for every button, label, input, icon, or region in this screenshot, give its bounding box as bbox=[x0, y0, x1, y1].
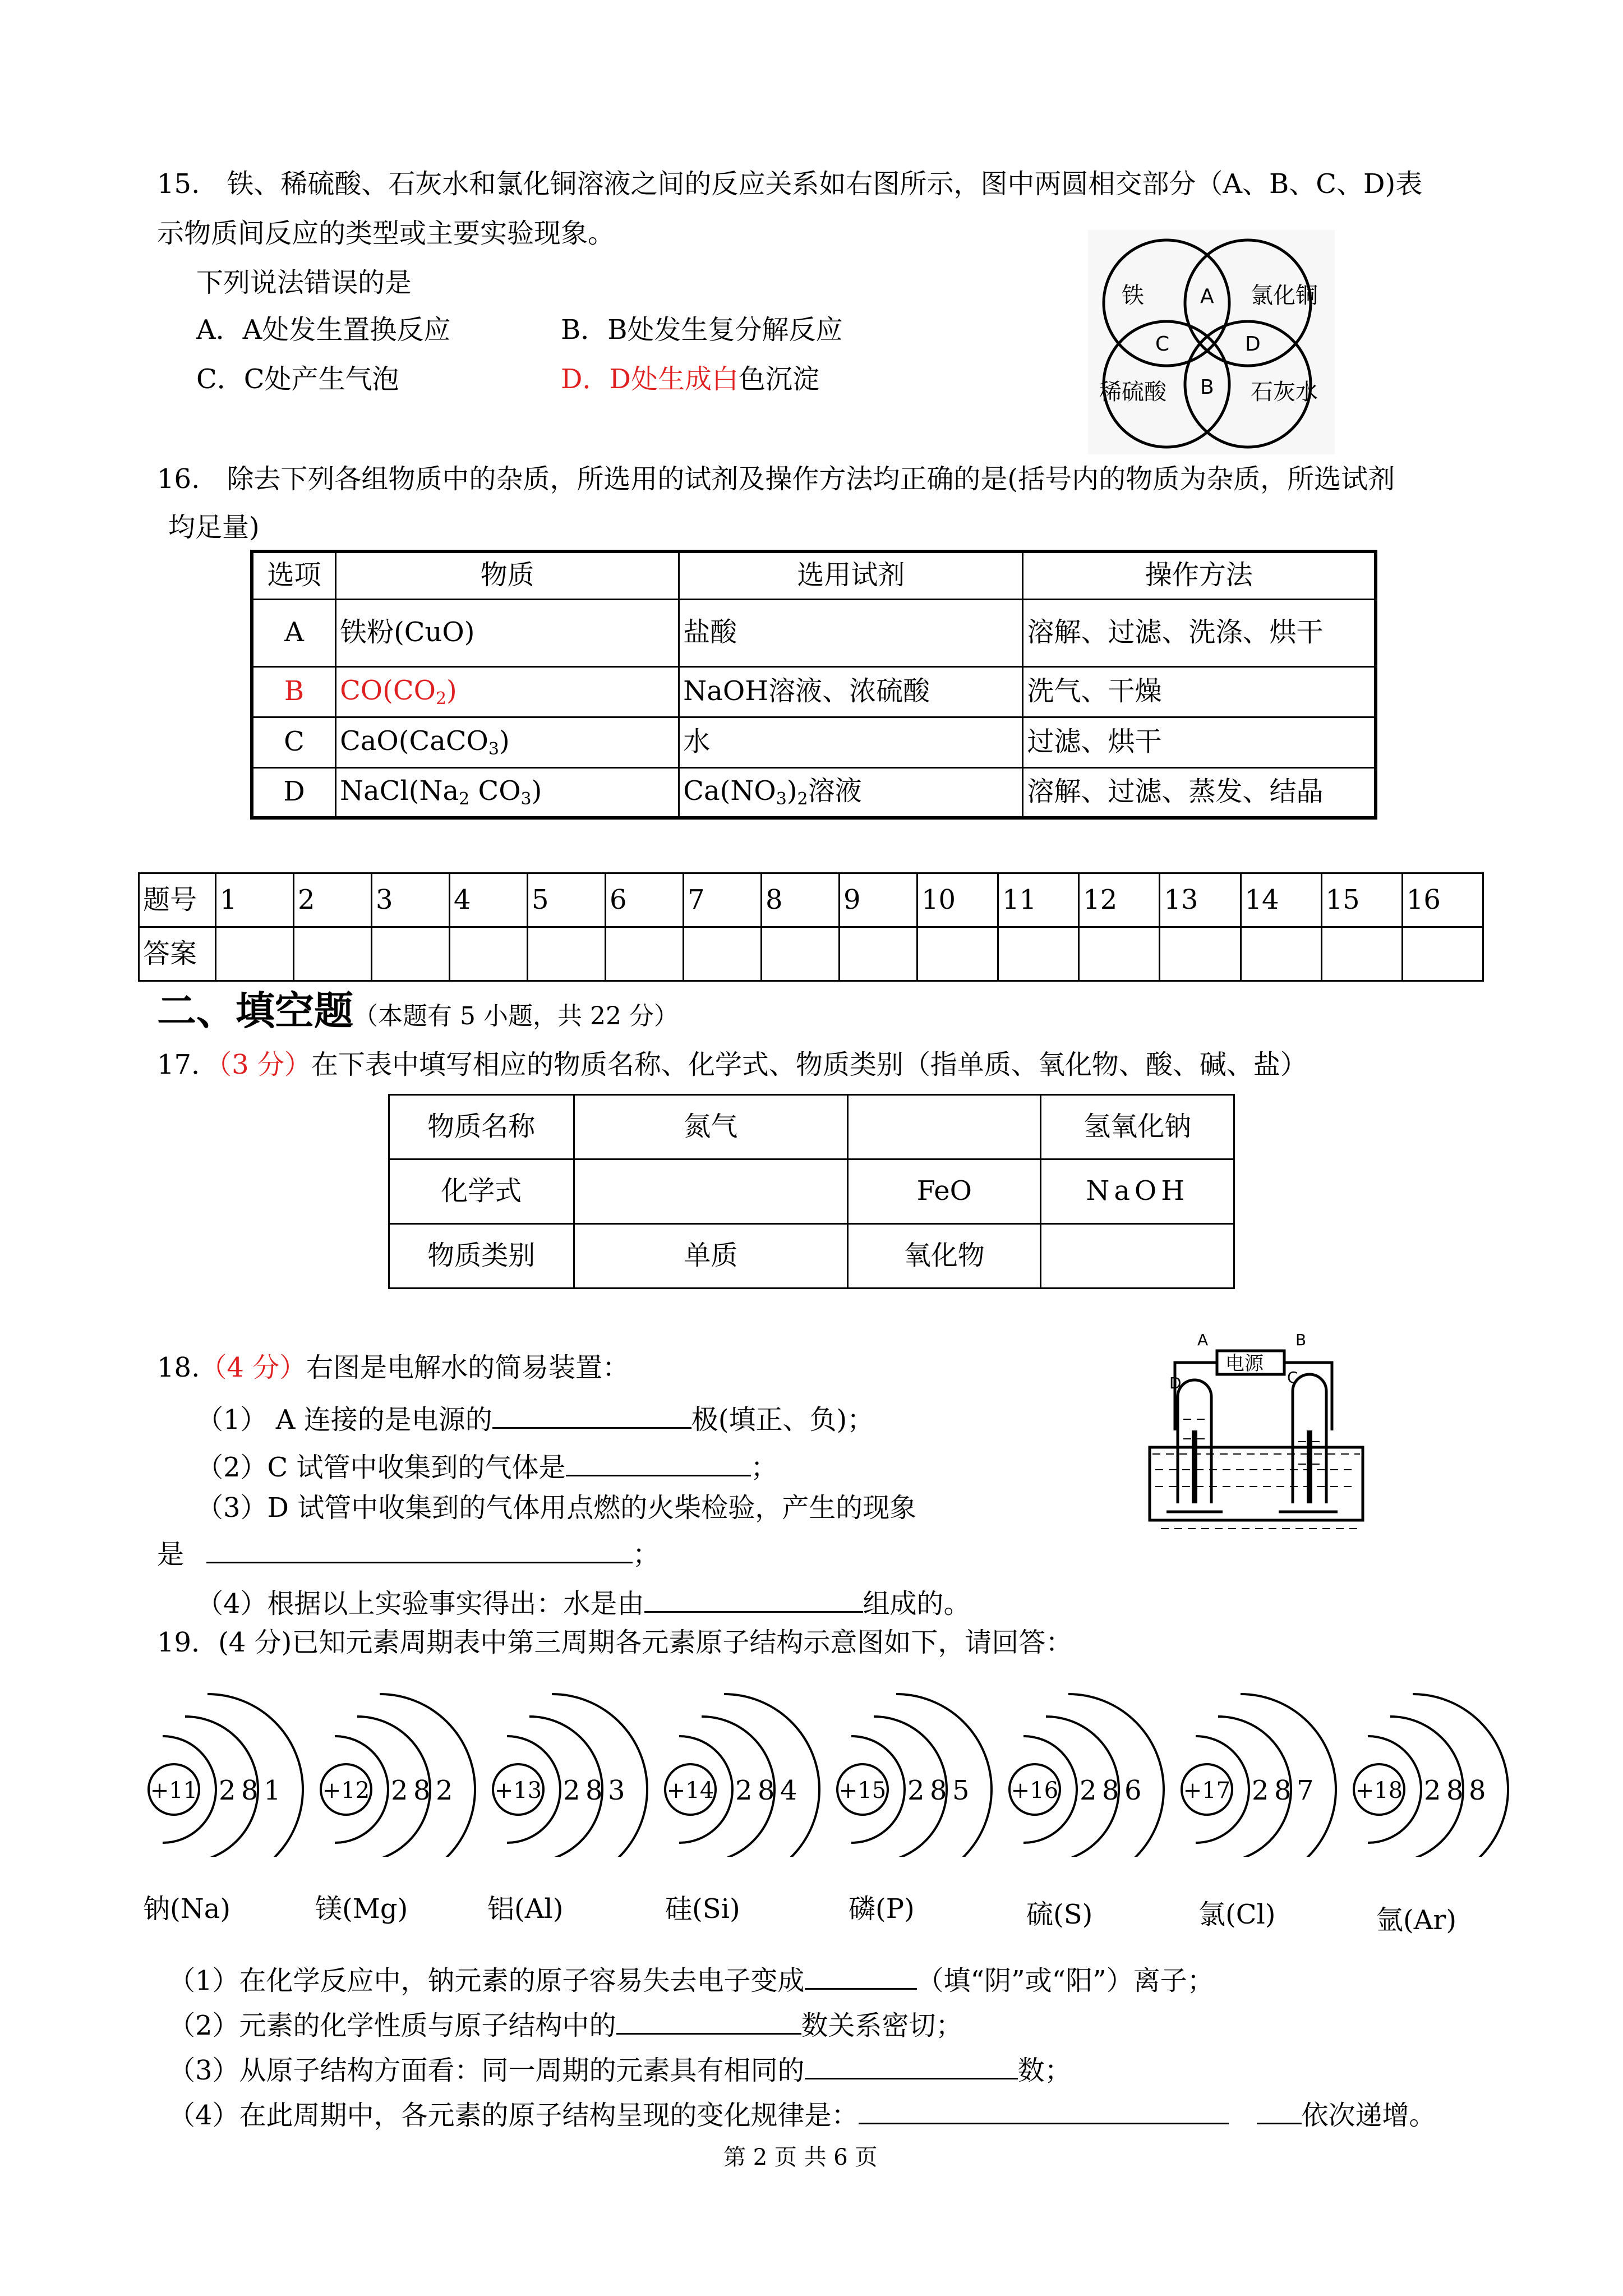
atom-name: 硅(Si) bbox=[665, 1893, 740, 1925]
q16-row-c-option: C bbox=[252, 717, 336, 767]
answer-grid-number-label: 题号 bbox=[139, 873, 216, 927]
q16-row-d-method: 溶解、过滤、蒸发、结晶 bbox=[1023, 767, 1376, 818]
q17-cell: FeO bbox=[848, 1159, 1041, 1224]
q18-sub1 bbox=[196, 1402, 874, 1437]
q15-line1: 15. 铁、稀硫酸、石灰水和氯化铜溶液之间的反应关系如右图所示，图中两圆相交部分（A、B、C、D)表 bbox=[157, 168, 1423, 200]
answer-grid-number: 10 bbox=[917, 873, 998, 927]
atom-diagram bbox=[490, 1688, 658, 1857]
q17-cell: 单质 bbox=[574, 1224, 848, 1289]
q15-prompt: 下列说法错误的是 bbox=[196, 267, 412, 298]
q16-row-c-method: 过滤、烘干 bbox=[1023, 717, 1376, 767]
q16-row-b-option: B bbox=[252, 666, 336, 717]
q19-sub1-tail: （填“阴”或“阳”）离子； bbox=[916, 1965, 1214, 1996]
q17-text: 在下表中填写相应的物质名称、化学式、物质类别（指单质、氧化物、酸、碱、盐） bbox=[311, 1049, 1307, 1080]
answer-grid-number: 12 bbox=[1079, 873, 1160, 927]
electron-count: 8 bbox=[413, 1775, 431, 1806]
atom-name: 镁(Mg) bbox=[315, 1893, 408, 1925]
electron-count: 3 bbox=[608, 1775, 625, 1806]
q18-sub4 bbox=[196, 1586, 971, 1621]
q19-blank-4b[interactable] bbox=[1257, 2098, 1302, 2124]
q17-cell: NaOH bbox=[1041, 1159, 1234, 1224]
q16-row-c-reagent: 水 bbox=[679, 717, 1023, 767]
atom-nucleus-charge: +16 bbox=[1011, 1778, 1059, 1803]
tube-label-d: D bbox=[1169, 1374, 1182, 1392]
electron-count: 2 bbox=[563, 1775, 580, 1806]
venn-label-sulfuric-acid: 稀硫酸 bbox=[1099, 379, 1166, 405]
page-footer: 第 2 页 共 6 页 bbox=[723, 2145, 878, 2170]
answer-grid-answer-cell[interactable] bbox=[1160, 927, 1241, 981]
electron-count: 7 bbox=[1297, 1775, 1314, 1806]
q16-row-c-substance bbox=[336, 717, 679, 767]
q19-blank-2[interactable] bbox=[616, 2008, 801, 2035]
q19-sub1 bbox=[168, 1963, 1214, 1998]
q18-sub2-tail: ； bbox=[750, 1452, 778, 1483]
atom-diagram bbox=[146, 1688, 314, 1857]
q16-row-a-reagent: 盐酸 bbox=[679, 599, 1023, 666]
electron-count: 8 bbox=[585, 1775, 603, 1806]
answer-grid bbox=[138, 872, 1484, 982]
atom-name: 钠(Na) bbox=[143, 1893, 231, 1925]
answer-grid-number: 7 bbox=[683, 873, 761, 927]
answer-grid-answer-cell[interactable] bbox=[605, 927, 683, 981]
q17-cell: 氧化物 bbox=[848, 1224, 1041, 1289]
electron-count: 2 bbox=[1080, 1775, 1097, 1806]
q16-row-a-option: A bbox=[252, 599, 336, 666]
q18-number: 18. bbox=[157, 1352, 200, 1383]
q16-line1: 16. 除去下列各组物质中的杂质，所选用的试剂及操作方法均正确的是(括号内的物质为杂质，所选试剂 bbox=[157, 463, 1395, 495]
electron-count: 8 bbox=[758, 1775, 775, 1806]
subscript: 3 bbox=[488, 739, 499, 759]
q18-blank-4[interactable] bbox=[644, 1586, 863, 1613]
q17-cell: 氢氧化钠 bbox=[1041, 1095, 1234, 1159]
electron-count: 1 bbox=[264, 1775, 281, 1806]
q16-row-d-reagent-part: 溶液 bbox=[808, 775, 862, 807]
q16-header-substance: 物质 bbox=[336, 551, 679, 599]
q16-row-d-substance bbox=[336, 767, 679, 818]
table-row bbox=[252, 767, 1376, 818]
q16-row-c-substance-part: CaO(CaCO bbox=[340, 725, 488, 757]
venn-region-b: B bbox=[1200, 376, 1214, 399]
q17-cell bbox=[1041, 1224, 1234, 1289]
electron-count: 8 bbox=[1469, 1775, 1486, 1806]
q17-cell: 物质名称 bbox=[389, 1095, 574, 1159]
q15-option-a: A．A处发生置换反应 bbox=[196, 314, 451, 346]
q19-sub2 bbox=[168, 2008, 963, 2042]
answer-grid-answer-cell[interactable] bbox=[215, 927, 293, 981]
q16-row-a-substance: 铁粉(CuO) bbox=[336, 599, 679, 666]
electron-count: 8 bbox=[930, 1775, 947, 1806]
venn-label-copper-chloride: 氯化铜 bbox=[1251, 283, 1318, 309]
electrode-label-b: B bbox=[1295, 1331, 1307, 1349]
q16-row-d-reagent-part: ) bbox=[786, 775, 797, 807]
q18-sub1-text: （1） A 连接的是电源的 bbox=[196, 1404, 492, 1435]
q16-row-d-reagent bbox=[679, 767, 1023, 818]
answer-grid-number: 16 bbox=[1402, 873, 1483, 927]
q17-cell: 化学式 bbox=[389, 1159, 574, 1224]
atom-nucleus-charge: +13 bbox=[494, 1778, 542, 1803]
q19-blank-4a[interactable] bbox=[859, 2098, 1229, 2124]
answer-grid-number: 6 bbox=[605, 873, 683, 927]
answer-grid-number: 15 bbox=[1321, 873, 1402, 927]
q19-sub3-tail: 数； bbox=[1017, 2055, 1072, 2086]
q16-row-c-substance-part: ) bbox=[499, 725, 510, 757]
q18-blank-3[interactable] bbox=[206, 1537, 633, 1563]
answer-grid-answer-cell[interactable] bbox=[371, 927, 449, 981]
electron-count: 2 bbox=[735, 1775, 753, 1806]
answer-grid-answer-cell[interactable] bbox=[1079, 927, 1160, 981]
electron-count: 2 bbox=[907, 1775, 925, 1806]
q19-sub3-text: （3）从原子结构方面看：同一周期的元素具有相同的 bbox=[168, 2055, 805, 2086]
electron-count: 8 bbox=[241, 1775, 259, 1806]
q18-prompt bbox=[157, 1352, 629, 1384]
answer-grid-answer-cell[interactable] bbox=[683, 927, 761, 981]
atom-diagram bbox=[1351, 1688, 1519, 1857]
section-title: 二、填空题 bbox=[157, 988, 353, 1034]
q16-row-d-reagent-part: Ca(NO bbox=[683, 775, 776, 807]
answer-grid-answer-cell[interactable] bbox=[761, 927, 839, 981]
subscript: 3 bbox=[520, 789, 532, 809]
venn-diagram bbox=[1088, 230, 1335, 454]
answer-grid-number: 4 bbox=[449, 873, 527, 927]
venn-region-d: D bbox=[1245, 333, 1261, 356]
subscript: 3 bbox=[776, 789, 787, 809]
q18-blank-2[interactable] bbox=[566, 1450, 751, 1476]
q16-row-b-substance-part: CO(CO bbox=[340, 674, 436, 706]
q17-cell bbox=[574, 1159, 848, 1224]
q19-sub2-tail: 数关系密切； bbox=[801, 2010, 963, 2041]
q18-sub1-tail: 极(填正、负)； bbox=[691, 1404, 874, 1435]
answer-grid-number: 9 bbox=[839, 873, 917, 927]
venn-region-c: C bbox=[1155, 333, 1170, 356]
q15-option-c: C．C处产生气泡 bbox=[196, 364, 399, 395]
electron-count: 2 bbox=[219, 1775, 236, 1806]
atom-diagram bbox=[318, 1688, 486, 1857]
q17-cell: 氮气 bbox=[574, 1095, 848, 1159]
electron-count: 8 bbox=[1446, 1775, 1464, 1806]
q17-table bbox=[388, 1094, 1235, 1289]
q18-blank-1[interactable] bbox=[492, 1402, 691, 1429]
q16-row-d-substance-part: NaCl(Na bbox=[340, 775, 459, 807]
q15-option-d bbox=[561, 364, 819, 396]
atom-nucleus-charge: +12 bbox=[322, 1778, 370, 1803]
q19-prompt: 19．(4 分)已知元素周期表中第三周期各元素原子结构示意图如下，请回答： bbox=[157, 1627, 1073, 1658]
q15-option-d-rest: 色沉淀 bbox=[738, 364, 819, 395]
answer-grid-answer-cell[interactable] bbox=[1321, 927, 1402, 981]
q18-sub4-tail: 组成的。 bbox=[863, 1588, 971, 1619]
answer-grid-answer-cell[interactable] bbox=[293, 927, 371, 981]
atom-nucleus-charge: +17 bbox=[1183, 1778, 1231, 1803]
q19-sub1-text: （1）在化学反应中，钠元素的原子容易失去电子变成 bbox=[168, 1965, 805, 1996]
q16-row-d-substance-part: ) bbox=[531, 775, 542, 807]
q17-cell: 物质类别 bbox=[389, 1224, 574, 1289]
q18-sub3-tail: ； bbox=[633, 1539, 660, 1570]
atom-name: 氯(Cl) bbox=[1198, 1899, 1276, 1930]
table-row bbox=[252, 717, 1376, 767]
q15-option-d-highlight: D．D处生成白 bbox=[561, 364, 739, 395]
tube-label-c: C bbox=[1287, 1368, 1298, 1387]
electrolysis-apparatus bbox=[1144, 1329, 1368, 1543]
q19-sub3 bbox=[168, 2053, 1072, 2087]
electron-count: 8 bbox=[1102, 1775, 1119, 1806]
answer-grid-answer-cell[interactable] bbox=[1402, 927, 1483, 981]
atom-nucleus-charge: +18 bbox=[1355, 1778, 1403, 1803]
q17-prompt bbox=[157, 1049, 1307, 1082]
answer-grid-answer-cell[interactable] bbox=[998, 927, 1079, 981]
q16-table bbox=[250, 550, 1377, 820]
answer-grid-number: 5 bbox=[527, 873, 605, 927]
venn-label-iron: 铁 bbox=[1122, 283, 1144, 309]
answer-grid-number: 14 bbox=[1241, 873, 1321, 927]
atom-name: 硫(S) bbox=[1026, 1899, 1093, 1930]
venn-region-a: A bbox=[1200, 285, 1214, 308]
q16-row-d-substance-part: CO bbox=[469, 775, 521, 807]
q19-blank-3[interactable] bbox=[805, 2053, 1018, 2079]
answer-grid-answer-label: 答案 bbox=[139, 927, 216, 981]
q18-text: 右图是电解水的简易装置： bbox=[306, 1352, 630, 1383]
electron-count: 6 bbox=[1124, 1775, 1142, 1806]
answer-grid-number: 13 bbox=[1160, 873, 1241, 927]
electron-count: 4 bbox=[780, 1775, 797, 1806]
atom-nucleus-charge: +14 bbox=[666, 1778, 714, 1803]
venn-label-limewater: 石灰水 bbox=[1251, 379, 1318, 405]
subscript: 2 bbox=[797, 789, 808, 809]
q19-sub4-tail: 依次递增。 bbox=[1301, 2100, 1436, 2131]
q16-line2: 均足量) bbox=[168, 512, 260, 543]
q17-number: 17． bbox=[157, 1049, 219, 1080]
atom-diagram bbox=[662, 1688, 831, 1857]
atom-nucleus-charge: +15 bbox=[838, 1778, 887, 1803]
electron-count: 2 bbox=[391, 1775, 408, 1806]
q19-sub4 bbox=[168, 2098, 1436, 2132]
atom-name: 铝(Al) bbox=[487, 1893, 564, 1925]
answer-grid-answer-cell[interactable] bbox=[917, 927, 998, 981]
atom-nucleus-charge: +11 bbox=[150, 1778, 198, 1803]
answer-grid-answer-cell[interactable] bbox=[449, 927, 527, 981]
electron-count: 2 bbox=[436, 1775, 453, 1806]
electron-count: 2 bbox=[1424, 1775, 1441, 1806]
answer-grid-answer-cell[interactable] bbox=[839, 927, 917, 981]
q16-header-reagent: 选用试剂 bbox=[679, 551, 1023, 599]
electron-count: 5 bbox=[952, 1775, 970, 1806]
q19-sub4-text: （4）在此周期中，各元素的原子结构呈现的变化规律是： bbox=[168, 2100, 859, 2131]
q18-sub3-lead: 是 bbox=[157, 1539, 185, 1570]
q16-row-d-option: D bbox=[252, 767, 336, 818]
q18-sub2 bbox=[196, 1450, 778, 1484]
q15-option-b: B．B处发生复分解反应 bbox=[561, 314, 843, 346]
q19-sub2-text: （2）元素的化学性质与原子结构中的 bbox=[168, 2010, 616, 2041]
subscript: 2 bbox=[459, 789, 470, 809]
section-note: （本题有 5 小题，共 22 分） bbox=[353, 1002, 679, 1030]
q17-cell bbox=[848, 1095, 1041, 1159]
q18-sub4-text: （4）根据以上实验事实得出：水是由 bbox=[196, 1588, 644, 1619]
q16-row-b-method: 洗气、干燥 bbox=[1023, 666, 1376, 717]
answer-grid-number: 3 bbox=[371, 873, 449, 927]
table-row bbox=[252, 599, 1376, 666]
answer-grid-number: 8 bbox=[761, 873, 839, 927]
atom-name: 氩(Ar) bbox=[1376, 1904, 1457, 1936]
q19-blank-1[interactable] bbox=[805, 1963, 917, 1990]
electron-count: 2 bbox=[1252, 1775, 1269, 1806]
atom-name: 磷(P) bbox=[849, 1893, 915, 1925]
answer-grid-number: 11 bbox=[998, 873, 1079, 927]
answer-grid-number: 2 bbox=[293, 873, 371, 927]
atom-diagram bbox=[1179, 1688, 1347, 1857]
q16-header-method: 操作方法 bbox=[1023, 551, 1376, 599]
subscript: 2 bbox=[435, 688, 447, 708]
electron-count: 8 bbox=[1274, 1775, 1292, 1806]
section-heading bbox=[157, 987, 679, 1034]
table-row bbox=[252, 666, 1376, 717]
q17-score: （3 分） bbox=[218, 1049, 311, 1080]
q18-sub3-answer bbox=[157, 1537, 660, 1571]
q16-row-b-reagent: NaOH溶液、浓硫酸 bbox=[679, 666, 1023, 717]
q18-sub2-text: （2）C 试管中收集到的气体是 bbox=[196, 1452, 566, 1483]
q16-row-b-substance bbox=[336, 666, 679, 717]
q18-score: （4 分） bbox=[200, 1352, 307, 1383]
q16-row-b-substance-part: ) bbox=[446, 674, 457, 706]
power-label: 电源 bbox=[1225, 1352, 1264, 1375]
q18-sub3: （3）D 试管中收集到的气体用点燃的火柴检验，产生的现象 bbox=[196, 1492, 917, 1524]
answer-grid-number: 1 bbox=[215, 873, 293, 927]
q15-line2: 示物质间反应的类型或主要实验现象。 bbox=[157, 218, 615, 249]
q16-row-a-method: 溶解、过滤、洗涤、烘干 bbox=[1023, 599, 1376, 666]
electrode-label-a: A bbox=[1197, 1331, 1209, 1349]
atom-diagram bbox=[1007, 1688, 1175, 1857]
q16-header-option: 选项 bbox=[252, 551, 336, 599]
atom-diagram bbox=[834, 1688, 1003, 1857]
answer-grid-answer-cell[interactable] bbox=[527, 927, 605, 981]
answer-grid-answer-cell[interactable] bbox=[1241, 927, 1321, 981]
